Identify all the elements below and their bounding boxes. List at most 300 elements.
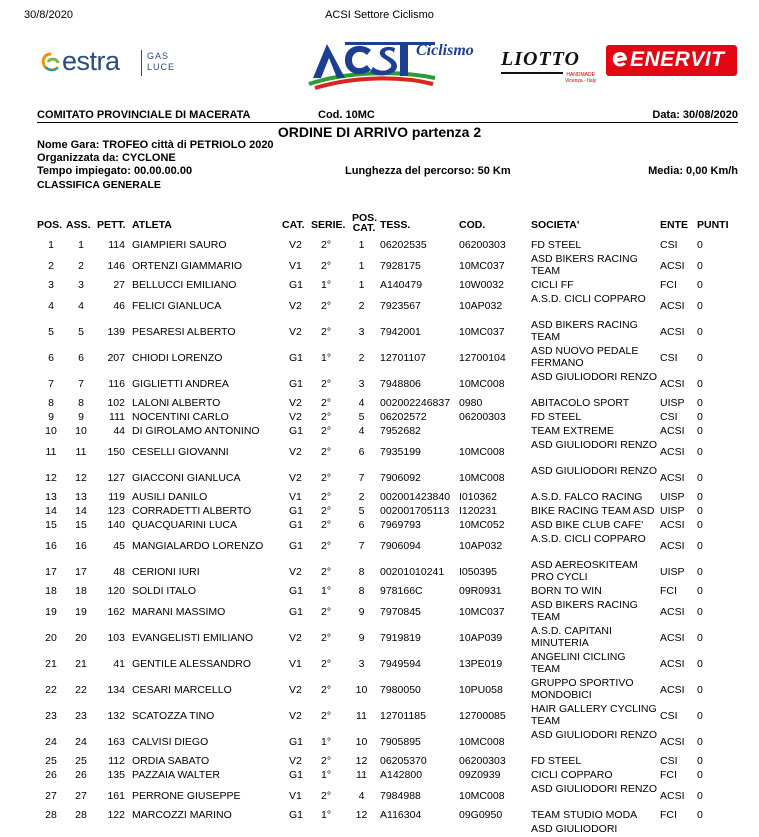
- cell-category: V2: [289, 566, 302, 578]
- cell-pos-cat: 10: [355, 736, 368, 748]
- cell-pos: 5: [48, 326, 54, 338]
- table-row: [0, 533, 759, 559]
- table-row: [0, 371, 759, 397]
- cell-points: 0: [697, 769, 703, 781]
- cell-pett: 114: [108, 239, 125, 251]
- organizer: Organizzata da: CYCLONE: [37, 152, 176, 164]
- cell-pett: 112: [108, 755, 125, 767]
- cell-pett: 134: [107, 684, 125, 696]
- cell-ass: 26: [75, 769, 87, 781]
- cell-category: G1: [289, 279, 304, 291]
- table-row: [0, 411, 759, 425]
- cell-category: V1: [289, 491, 302, 503]
- cell-pos: 8: [48, 397, 54, 409]
- cell-ass: 14: [75, 505, 87, 517]
- cell-category: V2: [289, 755, 302, 767]
- cell-points: 0: [697, 472, 703, 484]
- cell-tessera: 7949594: [380, 658, 421, 670]
- cell-tessera: 002002246837: [380, 397, 451, 409]
- cell-team: ASD GIULIODORI RENZO: [531, 371, 658, 383]
- cell-athlete: LALONI ALBERTO: [132, 397, 221, 409]
- cell-team: ASD BIKE CLUB CAFE': [531, 519, 644, 531]
- cell-team: CICLI FF: [531, 279, 574, 291]
- cell-pos: 14: [45, 505, 57, 517]
- cell-code: I120231: [459, 505, 497, 517]
- cell-tessera: 7935199: [380, 446, 421, 458]
- cell-code: 09R0931: [459, 585, 502, 597]
- cell-athlete: MANGIALARDO LORENZO: [132, 540, 264, 552]
- cell-tessera: 7980050: [380, 684, 421, 696]
- cell-team: A.S.D. CAPITANI MINUTERIA: [531, 625, 612, 649]
- cell-pos: 25: [45, 755, 57, 767]
- cell-pett: 140: [107, 519, 125, 531]
- enervit-logo: [606, 45, 737, 76]
- cell-pos-cat: 3: [358, 326, 365, 338]
- cell-ente: ACSI: [660, 790, 685, 802]
- cell-points: 0: [697, 809, 703, 821]
- cell-tessera: 06202535: [380, 239, 427, 251]
- cell-ente: CSI: [660, 352, 678, 364]
- cell-ente: UISP: [660, 566, 685, 578]
- cell-pos: 3: [48, 279, 54, 291]
- cell-athlete: MARANI MASSIMO: [132, 606, 226, 618]
- cell-team: BIKE RACING TEAM ASD: [531, 505, 655, 517]
- estra-swirl-icon: [40, 52, 62, 74]
- cell-ass: 27: [75, 790, 87, 802]
- cell-ente: ACSI: [660, 606, 685, 618]
- cell-athlete: AUSILI DANILO: [132, 491, 208, 503]
- cell-code: 10MC008: [459, 472, 505, 484]
- cell-code: 10AP032: [459, 300, 503, 312]
- cell-ass: 8: [78, 397, 84, 409]
- cell-pett: 41: [113, 658, 125, 670]
- cell-tessera: 7952682: [380, 425, 421, 437]
- cell-athlete: FELICI GIANLUCA: [132, 300, 222, 312]
- cell-pett: 102: [107, 397, 125, 409]
- table-row: [0, 519, 759, 533]
- enervit-wordmark: ENERVIT: [630, 48, 725, 71]
- cell-pett: 45: [113, 540, 125, 552]
- cell-tessera: 7942001: [380, 326, 421, 338]
- estra-gas-luce: GAS LUCE: [147, 51, 176, 72]
- cell-athlete: CHIODI LORENZO: [132, 352, 223, 364]
- cell-ass: 19: [75, 606, 87, 618]
- cell-category: G1: [289, 505, 304, 517]
- cell-tessera: 12701185: [380, 710, 426, 722]
- table-row: [0, 729, 759, 755]
- cell-ente: CSI: [660, 710, 678, 722]
- cell-athlete: SOLDI ITALO: [132, 585, 196, 597]
- cell-team: ABITACOLO SPORT: [531, 397, 630, 409]
- cell-athlete: CORRADETTI ALBERTO: [132, 505, 252, 517]
- cell-team: ANGELINI CICLING TEAM: [531, 651, 626, 675]
- cell-ass: 2: [78, 260, 84, 272]
- cell-points: 0: [697, 790, 703, 802]
- cell-category: V1: [289, 658, 302, 670]
- cell-team: FD STEEL: [531, 755, 582, 767]
- cell-series: 2°: [321, 658, 332, 670]
- race-date: Data: 30/08/2020: [652, 109, 738, 121]
- cell-code: 06200303: [459, 755, 506, 767]
- cell-series: 2°: [321, 300, 332, 312]
- cell-series: 1°: [321, 585, 332, 597]
- cell-series: 2°: [321, 566, 332, 578]
- cell-pett: 116: [108, 378, 125, 390]
- header-cat: CAT.: [282, 219, 305, 231]
- cell-points: 0: [697, 260, 703, 272]
- cell-code: 06200303: [459, 239, 506, 251]
- race-name: Nome Gara: TROFEO città di PETRIOLO 2020: [37, 139, 274, 151]
- cell-pos-cat: 1: [358, 279, 365, 291]
- table-row: [0, 755, 759, 769]
- header-ente: ENTE: [660, 219, 689, 231]
- cell-category: V2: [289, 632, 302, 644]
- liotto-logo: [501, 46, 601, 84]
- cell-ente: UISP: [660, 491, 685, 503]
- cell-ass: 12: [75, 472, 87, 484]
- cell-tessera: 7984988: [380, 790, 421, 802]
- cell-ente: ACSI: [660, 736, 685, 748]
- cell-pett: 122: [107, 809, 125, 821]
- table-row: [0, 425, 759, 439]
- cell-pos: 12: [45, 472, 57, 484]
- cell-tessera: 7970845: [380, 606, 421, 618]
- cell-points: 0: [697, 585, 703, 597]
- cell-tessera: A140479: [380, 279, 423, 291]
- table-row: [0, 505, 759, 519]
- cell-pett: 163: [107, 736, 125, 748]
- cell-team: ASD BIKERS RACING TEAM: [531, 253, 638, 277]
- cell-tessera: 978166C: [380, 585, 423, 597]
- cell-pos: 16: [45, 540, 57, 552]
- cell-tessera: 06202572: [380, 411, 427, 423]
- cell-code: 13PE019: [459, 658, 503, 670]
- table-row: [0, 397, 759, 411]
- header-cod: COD.: [459, 219, 486, 231]
- cell-pos-cat: 2: [358, 352, 365, 364]
- cell-pos: 17: [45, 566, 57, 578]
- header-atleta: ATLETA: [132, 219, 172, 231]
- cell-code: 10MC008: [459, 736, 505, 748]
- cell-ente: UISP: [660, 505, 685, 517]
- cell-athlete: CALVISI DIEGO: [132, 736, 209, 748]
- cell-tessera: 06205370: [380, 755, 427, 767]
- cell-category: G1: [289, 519, 304, 531]
- cell-category: G1: [289, 809, 304, 821]
- cell-series: 2°: [321, 505, 332, 517]
- cell-athlete: NOCENTINI CARLO: [132, 411, 229, 423]
- cell-pos: 27: [45, 790, 57, 802]
- cell-series: 1°: [321, 769, 332, 781]
- cell-series: 2°: [321, 378, 332, 390]
- cell-category: V2: [289, 397, 302, 409]
- cell-code: 0980: [459, 397, 483, 409]
- cell-code: 10AP039: [459, 632, 503, 644]
- cell-pett: 150: [107, 446, 125, 458]
- cell-team: A.S.D. CICLI COPPARO: [531, 533, 646, 545]
- cell-ass: 20: [75, 632, 87, 644]
- cell-category: V2: [289, 710, 302, 722]
- cell-category: V2: [289, 684, 302, 696]
- table-row: [0, 253, 759, 279]
- cell-pos: 4: [48, 300, 54, 312]
- cell-tessera: A142800: [380, 769, 423, 781]
- cell-athlete: GIAMPIERI SAURO: [132, 239, 227, 251]
- cell-category: V2: [289, 239, 302, 251]
- cell-series: 1°: [321, 736, 332, 748]
- cell-ente: ACSI: [660, 540, 685, 552]
- cell-code: 10PU058: [459, 684, 503, 696]
- cell-pos: 10: [45, 425, 57, 437]
- table-row: [0, 585, 759, 599]
- cell-pos-cat: 12: [355, 755, 368, 767]
- cell-ente: ACSI: [660, 260, 685, 272]
- cell-pos-cat: 4: [358, 425, 365, 437]
- cell-pett: 119: [108, 491, 125, 503]
- cell-ente: ACSI: [660, 425, 685, 437]
- cell-pos-cat: 6: [358, 446, 365, 458]
- cell-category: V2: [289, 326, 302, 338]
- cell-ente: CSI: [660, 755, 678, 767]
- table-row: [0, 239, 759, 253]
- header-divider: [37, 122, 738, 123]
- cell-series: 2°: [321, 326, 332, 338]
- cell-pos: 13: [45, 491, 57, 503]
- cell-ente: FCI: [660, 809, 677, 821]
- liotto-underline-icon: [501, 70, 563, 76]
- enervit-swirl-icon: [610, 50, 630, 70]
- cell-pos: 15: [45, 519, 57, 531]
- cell-series: 2°: [321, 519, 332, 531]
- print-title: ACSI Settore Ciclismo: [325, 9, 434, 21]
- cell-points: 0: [697, 239, 703, 251]
- cell-code: 09G0950: [459, 809, 503, 821]
- cell-pos-cat: 10: [355, 684, 368, 696]
- cell-ass: 9: [78, 411, 84, 423]
- cell-athlete: PESARESI ALBERTO: [132, 326, 236, 338]
- cell-series: 2°: [321, 540, 332, 552]
- cell-team: A.S.D. FALCO RACING: [531, 491, 643, 503]
- cell-pett: 162: [107, 606, 125, 618]
- cell-pos: 18: [45, 585, 57, 597]
- cell-pos: 7: [48, 378, 54, 390]
- header-societa: SOCIETA': [531, 219, 580, 231]
- table-row: [0, 809, 759, 823]
- cell-ass: 24: [75, 736, 87, 748]
- cell-tessera: 002001705113: [380, 505, 450, 517]
- cell-pett: 146: [107, 260, 125, 272]
- cell-category: V2: [289, 300, 302, 312]
- cell-series: 2°: [321, 425, 332, 437]
- cell-ass: 11: [75, 446, 87, 458]
- cell-athlete: CERIONI IURI: [132, 566, 200, 578]
- liotto-wordmark: LIOTTO: [501, 48, 580, 70]
- table-row: [0, 491, 759, 505]
- cell-pos-cat: 1: [358, 239, 365, 251]
- cell-pett: 123: [107, 505, 125, 517]
- cell-code: 06200303: [459, 411, 506, 423]
- cell-athlete: SCATOZZA TINO: [132, 710, 215, 722]
- cell-tessera: 7928175: [380, 260, 421, 272]
- table-row: [0, 345, 759, 371]
- cell-category: V2: [289, 446, 302, 458]
- cell-points: 0: [697, 632, 703, 644]
- header-pos: POS.: [37, 219, 63, 231]
- cell-ass: 13: [75, 491, 87, 503]
- cell-pos-cat: 8: [358, 566, 365, 578]
- cell-series: 1°: [321, 809, 332, 821]
- cell-ass: 18: [75, 585, 87, 597]
- cell-points: 0: [697, 519, 703, 531]
- cell-tessera: 7923567: [380, 300, 421, 312]
- cell-points: 0: [697, 755, 703, 767]
- cell-category: V2: [289, 411, 302, 423]
- cell-points: 0: [697, 446, 703, 458]
- cell-team: ASD GIULIODORI RENZO: [531, 439, 658, 451]
- cell-pos-cat: 3: [358, 658, 365, 670]
- cell-ass: 5: [78, 326, 84, 338]
- cell-pos: 2: [48, 260, 54, 272]
- cell-pos-cat: 3: [358, 378, 365, 390]
- cell-code: 10AP032: [459, 540, 503, 552]
- cell-code: 10MC008: [459, 378, 505, 390]
- cell-team: ASD BIKERS RACING TEAM: [531, 599, 638, 623]
- cell-ente: ACSI: [660, 519, 685, 531]
- cell-category: G1: [289, 585, 304, 597]
- table-row: [0, 703, 759, 729]
- cell-category: G1: [289, 736, 304, 748]
- cell-pett: 27: [113, 279, 125, 291]
- cell-pett: 44: [113, 425, 125, 437]
- estra-logo: [40, 46, 190, 82]
- cell-tessera: 002001423840: [380, 491, 451, 503]
- cell-ente: CSI: [660, 411, 678, 423]
- codice-label: Cod. 10MC: [318, 109, 375, 121]
- cell-series: 2°: [321, 446, 332, 458]
- cell-ass: 25: [75, 755, 87, 767]
- cell-points: 0: [697, 540, 703, 552]
- cell-code: I010362: [459, 491, 497, 503]
- cell-pos-cat: 1: [358, 260, 365, 272]
- cell-code: 12700104: [459, 352, 506, 364]
- cell-pos: 24: [45, 736, 57, 748]
- cell-points: 0: [697, 505, 703, 517]
- average-speed: Media: 0,00 Km/h: [648, 165, 738, 177]
- time-taken: Tempo impiegato: 00.00.00.00: [37, 165, 193, 177]
- cell-team: ASD GIULIODORI: [531, 823, 618, 835]
- table-row: [0, 599, 759, 625]
- cell-team: HAIR GALLERY CYCLING TEAM: [531, 703, 657, 727]
- cell-tessera: 12701107: [380, 352, 426, 364]
- cell-tessera: A116304: [380, 809, 422, 821]
- cell-pos-cat: 11: [356, 710, 367, 722]
- cell-ente: ACSI: [660, 632, 685, 644]
- cell-ente: FCI: [660, 769, 677, 781]
- cell-points: 0: [697, 425, 703, 437]
- cell-ass: 1: [78, 239, 84, 251]
- cell-athlete: QUACQUARINI LUCA: [132, 519, 238, 531]
- cell-team: ASD GIULIODORI RENZO: [531, 783, 658, 795]
- cell-pos-cat: 5: [358, 411, 365, 423]
- cell-athlete: CESELLI GIOVANNI: [132, 446, 229, 458]
- table-row: [0, 465, 759, 491]
- table-row: [0, 279, 759, 293]
- cell-ass: 28: [75, 809, 87, 821]
- cell-ass: 23: [75, 710, 87, 722]
- cell-team: A.S.D. CICLI COPPARO: [531, 293, 646, 305]
- table-row: [0, 319, 759, 345]
- classification-title: CLASSIFICA GENERALE: [37, 179, 161, 191]
- cell-athlete: ORDIA SABATO: [132, 755, 210, 767]
- cell-tessera: 7969793: [380, 519, 421, 531]
- liotto-tagline: HANDMADE Vicenza - Italy: [565, 72, 597, 84]
- cell-series: 2°: [321, 684, 332, 696]
- cell-ente: ACSI: [660, 378, 685, 390]
- cell-pos: 21: [45, 658, 57, 670]
- cell-points: 0: [697, 326, 703, 338]
- cell-pos-cat: 7: [358, 472, 365, 484]
- cell-ass: 4: [78, 300, 84, 312]
- cell-pos-cat: 8: [358, 585, 365, 597]
- cell-code: 10MC008: [459, 790, 505, 802]
- cell-ass: 10: [75, 425, 87, 437]
- cell-pett: 139: [107, 326, 125, 338]
- cell-series: 2°: [321, 411, 332, 423]
- cell-category: G1: [289, 540, 304, 552]
- header-pos-cat: POS. CAT.: [352, 212, 378, 234]
- cell-series: 2°: [321, 260, 332, 272]
- cell-pos: 6: [48, 352, 54, 364]
- cell-category: V2: [289, 472, 302, 484]
- cell-pett: 103: [107, 632, 125, 644]
- header-ass: ASS.: [66, 219, 91, 231]
- cell-pos-cat: 2: [358, 300, 365, 312]
- cell-pos-cat: 2: [358, 491, 365, 503]
- cell-series: 1°: [321, 352, 332, 364]
- cell-pos-cat: 5: [358, 505, 365, 517]
- cell-points: 0: [697, 684, 703, 696]
- cell-points: 0: [697, 279, 703, 291]
- table-row: [0, 677, 759, 703]
- cell-team: ASD AEREOSKITEAM PRO CYCLI: [531, 559, 638, 583]
- header-punti: PUNTI: [697, 219, 729, 231]
- cell-ente: ACSI: [660, 326, 685, 338]
- cell-points: 0: [697, 736, 703, 748]
- cell-ente: UISP: [660, 397, 685, 409]
- cell-series: 2°: [321, 790, 332, 802]
- cell-pett: 46: [113, 300, 125, 312]
- cell-team: ASD NUOVO PEDALE FERMANO: [531, 345, 639, 369]
- cell-tessera: 7905895: [380, 736, 421, 748]
- cell-ente: FCI: [660, 279, 677, 291]
- cell-category: V1: [289, 790, 302, 802]
- cell-pos: 9: [48, 411, 54, 423]
- table-row: [0, 293, 759, 319]
- cell-pos: 28: [45, 809, 57, 821]
- cell-team: GRUPPO SPORTIVO MONDOBICI: [531, 677, 634, 701]
- cell-ass: 17: [75, 566, 87, 578]
- estra-wordmark: estra: [62, 46, 120, 76]
- cell-pos: 22: [45, 684, 57, 696]
- acsi-ciclismo-logo: [305, 34, 477, 92]
- cell-pos-cat: 4: [358, 397, 365, 409]
- cell-ente: ACSI: [660, 446, 685, 458]
- page-title: ORDINE DI ARRIVO partenza 2: [277, 124, 482, 140]
- cell-series: 2°: [321, 606, 332, 618]
- cell-athlete: PAZZAIA WALTER: [132, 769, 220, 781]
- cell-pos-cat: 9: [358, 632, 365, 644]
- cell-points: 0: [697, 397, 703, 409]
